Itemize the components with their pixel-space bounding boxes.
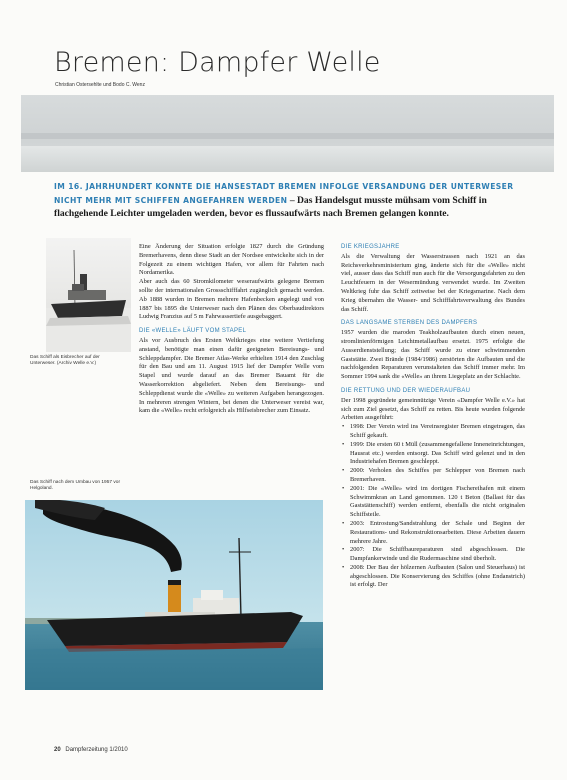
col2-heading-kriegsjahre: DIE KRIEGSJAHRE [341,244,400,250]
article-lead [54,180,520,221]
steamship-photo [25,500,323,690]
list-item: • 2001: Die «Welle» wird im dortigen Fischereihafen mit einem Schwimmkran an Land genommen. 120 t Beton (Ballast für das Gaststättenschiff) werden entfernt, ebenfalls die nicht originalen Schiffsteile. [341,485,525,520]
col2-paragraph-3: Der 1998 gegründete gemeinnützige Verein «Dampfer Welle e.V.» hat sich zum Ziel gesetzt, das Schiff zu retten. Bis heute wurden folgende Arbeiten ausgeführt: [341,396,525,422]
col2-paragraph-1: Als die Verwaltung der Wasserstrassen nach 1921 an das Reichsverkehrsministerium ging, änderte sich für die «Welle» nicht viel, ausser dass das Schiff nun auch für die Versorgungsfahrten zu den Leuchtfeuern in der Wesermündung verwendet wurde. Im Zweiten Weltkrieg fuhr das Schiff zeitweise bei der Kriegsmarine. Nach dem Krieg übernahm die Wasser- und Schifffahrtsverwaltung des Bundes das Schiff. [341,252,525,313]
steamship-image [25,500,323,690]
lead-caps: IM 16. JAHRHUNDERT KONNTE DIE HANSESTADT BREMEN INFOLGE VERSANDUNG DER UNTERWESER NICHT MEHR MIT SCHIFFEN ANGEFAHREN WERDEN [54,182,514,205]
col2-heading-rettung: DIE RETTUNG UND DER WIEDERAUFBAU [341,387,471,394]
photo2-caption: Das Schiff nach dem Umbau von 1957 vor Helgoland. [30,480,121,492]
page-footer [54,747,128,753]
col1-paragraph-3: Als vor Ausbruch des Ersten Weltkrieges eine weitere Vertiefung anstand, benötigte man einen dafür geeigneten Bereisungs- und Schleppdampfer. Die Bremer Atlas-Werke erhielten 1914 den Zuschlag für den Bau und am 11. August 1915 lief der Dampfer Welle vom Stapel und wurde darauf an das Bremer Bauamt für die Wasserkorrektion abgeliefert. Neben dem Bereisungs- und Schleppdienst wurde die «Welle» zu weiteren Aufgaben herangezogen. In mehreren strengen Wintern, bei denen die Unterweser vereist war, kam die «Welle» recht erfolgreich als Hilfseisbrecher zum Einsatz. [139,336,324,415]
article-authors: Christian Ostersehlte und Bodo C. Wenz [55,82,145,88]
magazine-name: Dampferzeitung 1/2010 [65,747,128,753]
col2-heading-sterben: DAS LANGSAME STERBEN DES DAMPFERS [341,320,478,327]
icebreaker-photo [46,238,131,352]
col1-paragraph-2: Aber auch das 60 Stromkilometer weseraufwärts gelegene Bremen sollte der internationalen Grossschifffahrt zugänglich gemacht werden. Ab 1888 wurden in Bremen mehrere Hafenbecken angelegt und von 1887 bis 1895 die Unterweser nach den Plänen des Oberbaudirektors Ludwig Franzius auf 5 m Fahrwassertiefe ausgebaggert. [139,278,324,321]
list-item: • 1999: Die ersten 60 t Müll (zusammengefallene Inneneinrichtungen, Hausrat etc.) werden entsorgt. Das Schiff wird gelenzt und in den Industriehafen Bremen geschleppt. [341,441,525,467]
hero-ice-field [21,146,554,172]
list-item: • 1998: Der Verein wird ins Vereinsregister Bremen eingetragen, das Schiff gekauft. [341,423,525,441]
hero-photo [21,95,554,172]
list-item: • 2008: Der Bau der hölzernen Aufbauten (Salon und Steuerhaus) ist abgeschlossen. Die Konservierung des Schiffes (ohne Endanstrich) ist erfolgt. Der [341,564,525,590]
column-right [341,243,525,590]
hero-shoreline [21,133,554,139]
column-left [139,243,324,416]
icebreaker-ship-image [46,238,131,352]
lead-text: – Das Handelsgut musste mühsam vom Schiff in flachgehende Leichter umgeladen werden, bevor es flussaufwärts nach Bremen gelangen konnte. [54,194,487,220]
list-item: • 2000: Verholen des Schiffes per Schlepper von Bremen nach Bremerhaven. [341,467,525,485]
photo1-caption: Das Schiff als Eisbrecher auf der Unterweser. (Archiv Welle e.V.) [30,355,100,367]
col1-paragraph-1: Eine Änderung der Situation erfolgte 1827 durch die Gründung Bremerhavens, denn diese Stadt an der Nordsee entwickelte sich in der Folgezeit zu einem wichtigen Hafen, vor allem für Fahrten nach Nordamerika. [139,243,324,277]
restoration-list [341,423,525,590]
page-number: 20 [54,747,61,753]
col1-heading-stapel: DIE «WELLE» LÄUFT VOM STAPEL [139,328,247,335]
article-title: Bremen: Dampfer Welle [54,47,381,78]
list-item: • 2003: Entrostung/Sandstrahlung der Schale und Beginn der Restaurations- und Rekonstruktionsarbeiten. Diese Arbeiten dauern mehrere Jahre. [341,520,525,546]
list-item: • 2007: Die Schiffbaureparaturen sind abgeschlossen. Die Dampfankerwinde und die Rudermaschine sind überholt. [341,546,525,564]
col2-paragraph-2: 1957 wurden die maroden Teakholzaufbauten durch einen neuen, stromlinienförmigen Leichtmetallaufbau ersetzt. 1975 erfolgte die Ausserdienststellung; das Schiff wurde zu einer schwimmenden Gaststätte. Zwei Brände (1984/1986) zerstörten die Aufbauten und die nachfolgenden Reparaturen verunstalteten das Schiff immer mehr. Im Sommer 1994 sank die «Welle» an ihrem Liegeplatz an der Schlachte. [341,329,525,381]
